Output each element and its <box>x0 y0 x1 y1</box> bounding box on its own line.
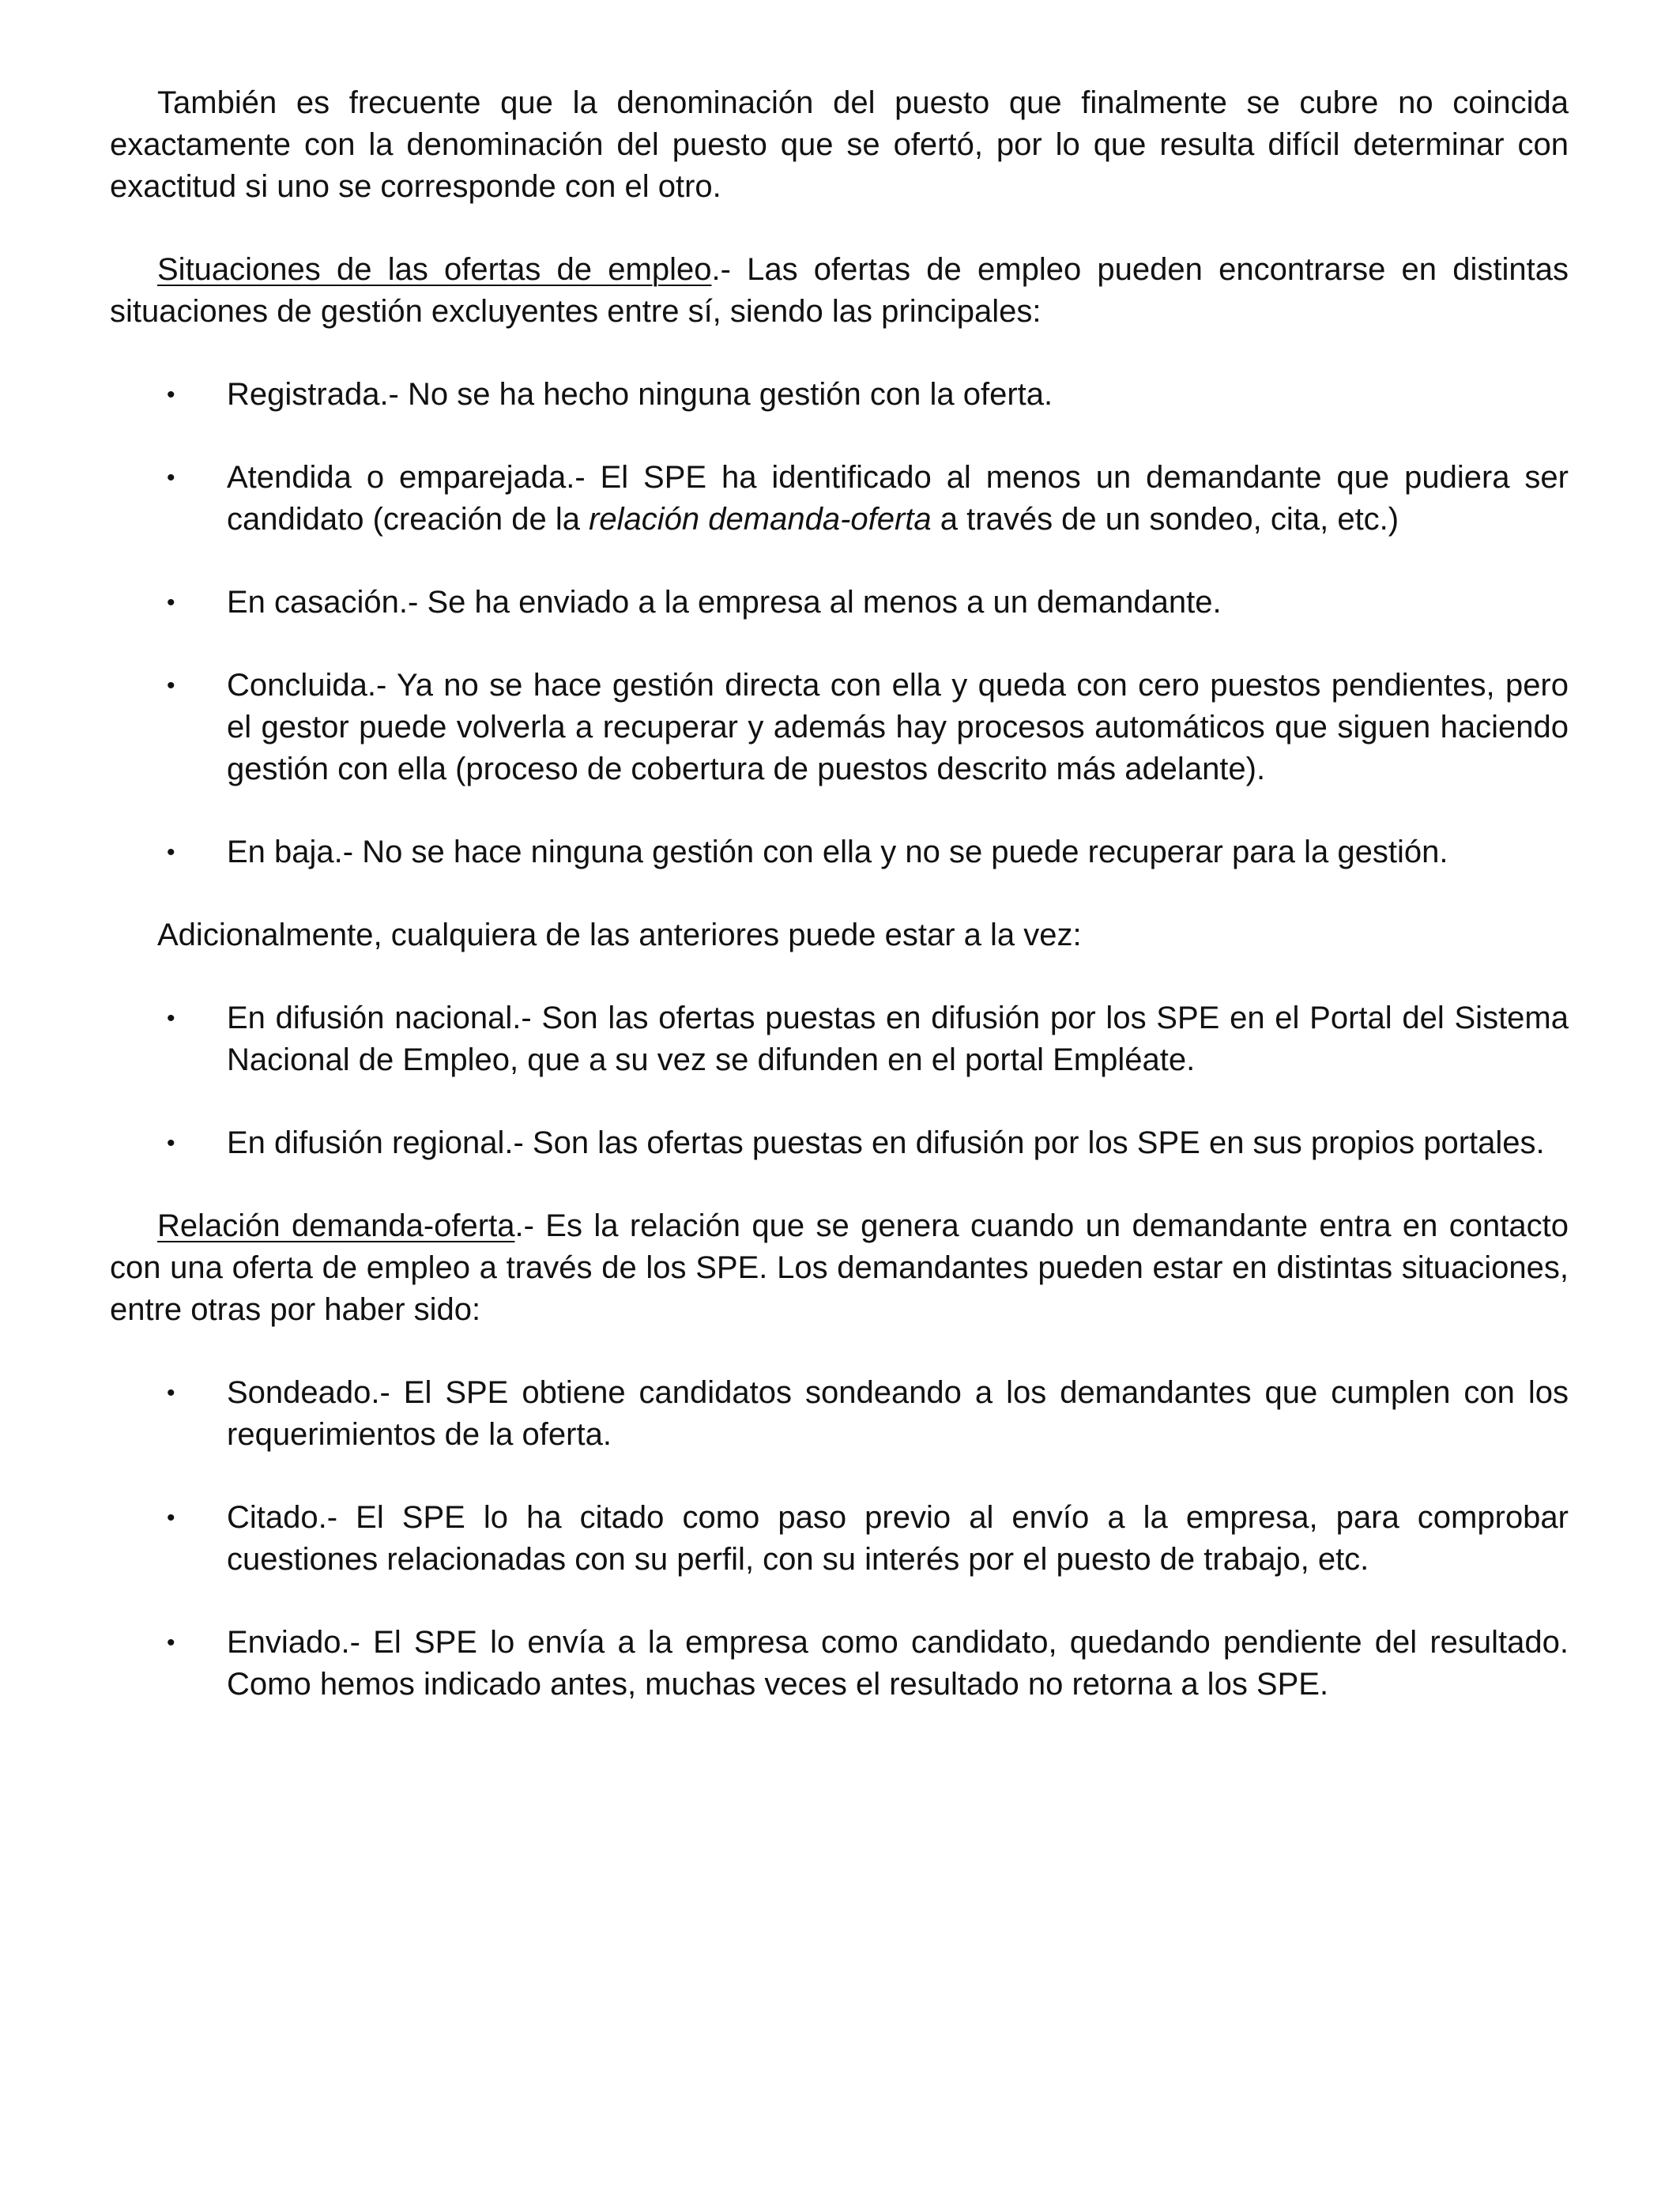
bullet-icon: • <box>167 590 175 616</box>
bullet-icon: • <box>167 465 175 491</box>
bullet-icon: • <box>167 839 175 865</box>
bullet-icon: • <box>167 1005 175 1031</box>
relacion-paragraph <box>110 1205 1569 1331</box>
relacion-text: .- Es la relación que se genera cuando un demandante entra en contacto con una oferta de empleo a través de los SPE. Los demandantes pueden estar en distintas situaciones, entre otras por haber sido: <box>110 1208 1569 1327</box>
bullet-icon: • <box>167 1505 175 1531</box>
list-item-baja: • En baja.- No se hace ninguna gestión con ella y no se puede recuperar para la gestión. <box>110 831 1569 873</box>
document-body <box>110 82 1569 1747</box>
bullet-icon: • <box>167 1630 175 1656</box>
italic-term: relación demanda-oferta <box>589 502 932 537</box>
list-item-casacion: • En casación.- Se ha enviado a la empresa al menos a un demandante. <box>110 582 1569 624</box>
bullet-icon: • <box>167 382 175 408</box>
list-item-atendida: • Atendida o emparejada.- El SPE ha identificado al menos un demandante que pudiera ser candidato (creación de la relación demanda-oferta a través de un sondeo, cita, etc.) <box>110 457 1569 541</box>
list-item-registrada: • Registrada.- No se ha hecho ninguna gestión con la oferta. <box>110 374 1569 416</box>
relacion-list <box>110 1372 1569 1706</box>
list-item-difusion-nacional: • En difusión nacional.- Son las ofertas puestas en difusión por los SPE en el Portal del Sistema Nacional de Empleo, que a su vez se difunden en el portal Empléate. <box>110 997 1569 1081</box>
list-item-concluida: • Concluida.- Ya no se hace gestión directa con ella y queda con cero puestos pendientes, pero el gestor puede volverla a recuperar y además hay procesos automáticos que siguen haciendo gestión con ella (proceso de cobertura de puestos descrito más adelante). <box>110 665 1569 790</box>
list-item-enviado: • Enviado.- El SPE lo envía a la empresa como candidato, quedando pendiente del resultado. Como hemos indicado antes, muchas veces el resultado no retorna a los SPE. <box>110 1622 1569 1706</box>
bullet-icon: • <box>167 673 175 699</box>
situaciones-list <box>110 374 1569 873</box>
situaciones-text: .- Las ofertas de empleo pueden encontrarse en distintas situaciones de gestión excluyentes entre sí, siendo las principales: <box>110 252 1569 329</box>
difusion-list <box>110 997 1569 1164</box>
bullet-icon: • <box>167 1130 175 1156</box>
situaciones-term: Situaciones de las ofertas de empleo <box>157 252 712 287</box>
intro-paragraph: También es frecuente que la denominación del puesto que finalmente se cubre no coincida exactamente con la denominación del puesto que se ofertó, por lo que resulta difícil determinar con exactitud si uno se corresponde con el otro. <box>110 85 1569 204</box>
list-item-difusion-regional: • En difusión regional.- Son las ofertas puestas en difusión por los SPE en sus propios portales. <box>110 1122 1569 1164</box>
list-item-citado: • Citado.- El SPE lo ha citado como paso previo al envío a la empresa, para comprobar cuestiones relacionadas con su perfil, con su interés por el puesto de trabajo, etc. <box>110 1497 1569 1581</box>
adicional-paragraph: Adicionalmente, cualquiera de las anteriores puede estar a la vez: <box>157 918 1082 952</box>
situaciones-paragraph <box>110 249 1569 333</box>
relacion-term: Relación demanda-oferta <box>157 1208 515 1243</box>
list-item-sondeado: • Sondeado.- El SPE obtiene candidatos sondeando a los demandantes que cumplen con los requerimientos de la oferta. <box>110 1372 1569 1456</box>
bullet-icon: • <box>167 1380 175 1406</box>
